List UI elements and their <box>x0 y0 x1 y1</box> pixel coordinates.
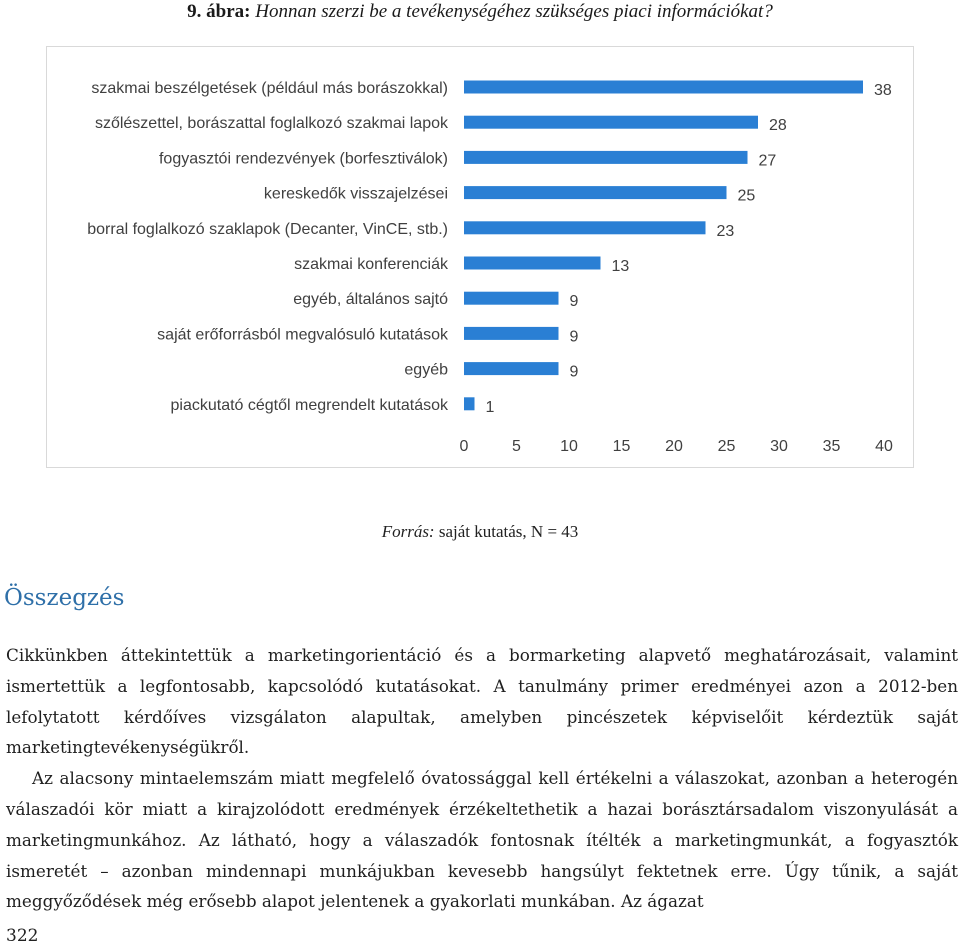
x-tick-label: 15 <box>612 438 631 455</box>
x-tick-label: 35 <box>822 438 841 455</box>
category-label: szakmai beszélgetések (például más borászokkal) <box>91 80 448 97</box>
data-label: 9 <box>569 293 579 311</box>
bar <box>464 292 559 305</box>
data-label: 1 <box>485 398 495 416</box>
section-title: Összegzés <box>4 585 125 611</box>
bar <box>464 327 559 340</box>
bar <box>464 151 748 164</box>
x-tick-label: 25 <box>717 438 736 455</box>
category-label: kereskedők visszajelzései <box>263 185 448 203</box>
bar <box>464 257 601 270</box>
figure-caption-number: 9. ábra: <box>187 1 251 22</box>
source-text: saját kutatás, N = 43 <box>434 522 579 541</box>
x-tick-label: 0 <box>459 438 469 455</box>
summary-paragraph-1: Cikkünkben áttekintettük a marketingorientáció és a bormarketing alapvető meghatározásait, valamint ismertettük a legfontosabb, kapcsolódó kutatásokat. A tanulmány primer eredményei azon a 2012-ben lefolytatott kérdőíves vizsgálaton alapultak, amelyben pincészetek képviselőit kérdeztük saját marketingtevékenységükről. <box>6 645 958 758</box>
bar <box>464 362 559 375</box>
source-label: Forrás: <box>381 522 435 541</box>
x-tick-label: 40 <box>875 438 893 455</box>
category-label: szőlészettel, borászattal foglalkozó szakmai lapok <box>94 115 448 133</box>
category-label: saját erőforrásból megvalósuló kutatások <box>157 326 448 344</box>
x-tick-label: 20 <box>665 438 683 455</box>
summary-paragraph-2: Az alacsony mintaelemszám miatt megfelelő óvatossággal kell értékelni a válaszokat, azonban a heterogén válaszadói kör miatt a kirajzolódott eredmények érzékeltethetik a hazai borásztársadalom viszonyulását a marketingmunkához. Az látható, hogy a válaszadók fontosnak ítélték a marketingmunkát, a fogyasztók ismeretét – azonban mindennapi munkájukban kevesebb hangsúlyt fektetnek erre. Úgy tűnik, a saját meggyőződések még erősebb alapot jelentenek a gyakorlati munkában. Az ágazat <box>6 768 958 912</box>
category-label: egyéb, általános sajtó <box>293 291 448 309</box>
page-number: 322 <box>6 926 39 946</box>
bar <box>464 81 863 94</box>
data-label: 27 <box>758 152 777 170</box>
category-label: fogyasztói rendezvények (borfesztiválok) <box>158 150 448 168</box>
data-label: 23 <box>716 222 735 240</box>
data-label: 28 <box>769 117 787 135</box>
summary-body <box>6 640 958 917</box>
data-label: 9 <box>569 328 579 346</box>
figure-source <box>0 522 960 542</box>
data-label: 9 <box>569 363 579 381</box>
bar <box>464 186 727 199</box>
category-label: borral foglalkozó szaklapok (Decanter, VinCE, stb.) <box>87 220 448 238</box>
bar <box>464 397 475 410</box>
category-label: szakmai konferenciák <box>294 256 448 273</box>
x-tick-label: 5 <box>512 438 521 455</box>
figure-caption-text: Honnan szerzi be a tevékenységéhez szükséges piaci információkat? <box>255 1 773 22</box>
x-tick-label: 10 <box>560 438 578 455</box>
category-label: egyéb <box>404 361 448 379</box>
data-label: 38 <box>874 82 892 99</box>
category-label: piackutató cégtől megrendelt kutatások <box>170 396 448 414</box>
x-tick-label: 30 <box>770 438 788 455</box>
bar <box>464 221 706 234</box>
bar <box>464 116 758 129</box>
data-label: 13 <box>611 258 630 275</box>
data-label: 25 <box>737 187 756 205</box>
